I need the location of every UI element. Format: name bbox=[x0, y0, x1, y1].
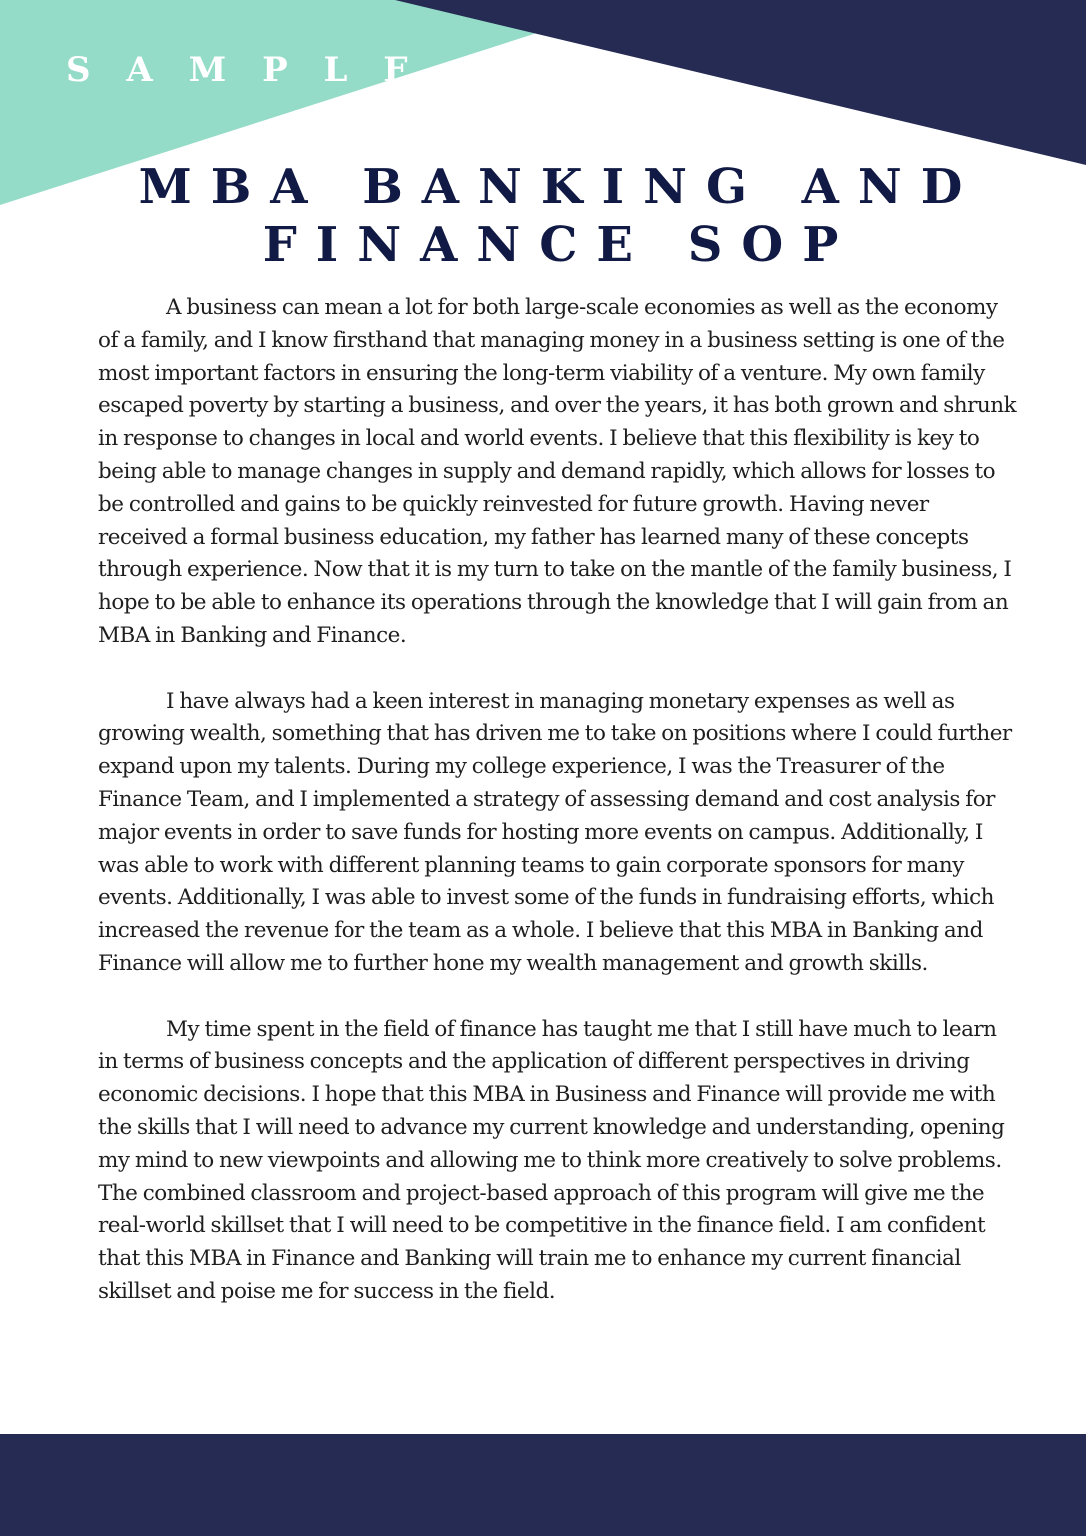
document-body bbox=[98, 292, 1018, 1342]
paragraph-3: My time spent in the field of finance has taught me that I still have much to learn in terms of business concepts and the application of different perspectives in driving economic decisions. I hope that this MBA in Business and Finance will provide me with the skills that I will need to advance my current knowledge and understanding, opening my mind to new viewpoints and allowing me to think more creatively to solve problems. The combined classroom and project-based approach of this program will give me the real-world skillset that I will need to be competitive in the finance field. I am confident that this MBA in Finance and Banking will train me to enhance my current financial skillset and poise me for success in the field. bbox=[98, 1016, 1005, 1304]
footer-band bbox=[0, 1434, 1086, 1536]
paragraph-1: A business can mean a lot for both large-scale economies as well as the economy of a family, and I know firsthand that managing money in a business setting is one of the most important factors in ensuring the long-term viability of a venture. My own family escaped poverty by starting a business, and over the years, it has both grown and shrunk in response to changes in local and world events. I believe that this flexibility is key to being able to manage changes in supply and demand rapidly, which allows for losses to be controlled and gains to be quickly reinvested for future growth. Having never received a formal business education, my father has learned many of these concepts through experience. Now that it is my turn to take on the mantle of the family business, I hope to be able to enhance its operations through the knowledge that I will gain from an MBA in Banking and Finance. bbox=[98, 295, 1017, 648]
sample-label: S A M P L E bbox=[66, 50, 422, 90]
document-title-line-1: MBA BANKING AND bbox=[138, 159, 982, 215]
paragraph-2: I have always had a keen interest in managing monetary expenses as well as growing wealth, something that has driven me to take on positions where I could further expand upon my talents. During my college experience, I was the Treasurer of the Finance Team, and I implemented a strategy of assessing demand and cost analysis for major events in order to save funds for hosting more events on campus. Additionally, I was able to work with different planning teams to gain corporate sponsors for many events. Additionally, I was able to invest some of the funds in fundraising efforts, which increased the revenue for the team as a whole. I believe that this MBA in Banking and Finance will allow me to further hone my wealth management and growth skills. bbox=[98, 688, 1012, 976]
document-title-line-2: FINANCE SOP bbox=[262, 217, 858, 273]
navy-corner-shape bbox=[395, 0, 1086, 165]
